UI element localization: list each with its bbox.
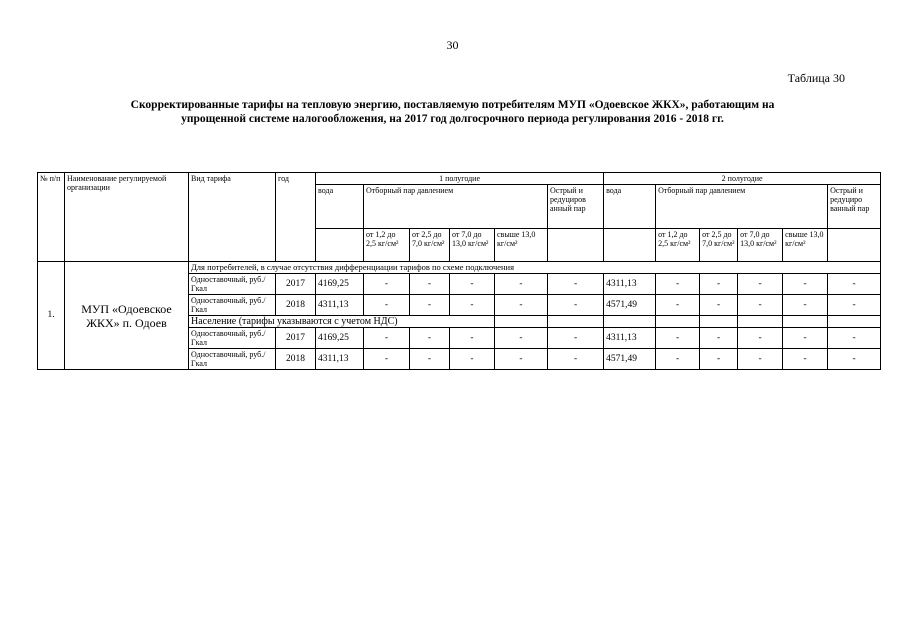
empty-cell: [495, 316, 548, 328]
water-tariff-h1: 4311,13: [316, 295, 364, 316]
dash-cell: -: [495, 295, 548, 316]
header-p4-1: свыше 13,0 кг/см²: [495, 229, 548, 262]
header-p3-2: от 7,0 до 13,0 кг/см²: [738, 229, 783, 262]
dash-cell: -: [828, 349, 881, 370]
dash-cell: -: [700, 274, 738, 295]
water-tariff-h1: 4311,13: [316, 349, 364, 370]
dash-cell: -: [656, 328, 700, 349]
tariff-type: Одноставочный, руб./Гкал: [189, 274, 276, 295]
dash-cell: -: [450, 328, 495, 349]
dash-cell: -: [548, 349, 604, 370]
header-p1-2: от 1,2 до 2,5 кг/см²: [656, 229, 700, 262]
dash-cell: -: [495, 328, 548, 349]
page-number: 30: [446, 38, 459, 52]
table-label: Таблица 30: [787, 71, 845, 85]
dash-cell: -: [828, 295, 881, 316]
dash-cell: -: [410, 328, 450, 349]
section-row-1: [38, 262, 881, 274]
document-title: [80, 98, 825, 126]
header-year: год: [276, 173, 316, 262]
dash-cell: -: [410, 295, 450, 316]
empty-cell: [738, 316, 783, 328]
dash-cell: -: [700, 349, 738, 370]
empty-cell: [656, 316, 700, 328]
water-tariff-h1: 4169,25: [316, 328, 364, 349]
tariff-type: Одноставочный, руб./Гкал: [189, 328, 276, 349]
dash-cell: -: [783, 274, 828, 295]
header-sharp-1: Острый и редуциров анный пар: [548, 185, 604, 229]
dash-cell: -: [410, 349, 450, 370]
header-water-2-blank: [604, 229, 656, 262]
header-tariff-type: Вид тарифа: [189, 173, 276, 262]
tariff-year: 2018: [276, 295, 316, 316]
org-name: МУП «Одоевское ЖКХ» п. Одоев: [65, 262, 189, 370]
header-half-2: 2 полугодие: [604, 173, 881, 185]
water-tariff-h1: 4169,25: [316, 274, 364, 295]
dash-cell: -: [495, 349, 548, 370]
tariff-year: 2017: [276, 274, 316, 295]
dash-cell: -: [700, 295, 738, 316]
water-tariff-h2: 4571,49: [604, 349, 656, 370]
header-p4-2: свыше 13,0 кг/см²: [783, 229, 828, 262]
dash-cell: -: [738, 295, 783, 316]
dash-cell: -: [783, 295, 828, 316]
dash-cell: -: [828, 328, 881, 349]
org-number: 1.: [38, 262, 65, 370]
title-line-1: Скорректированные тарифы на тепловую энергию, поставляемую потребителям МУП «Одоевское ЖКХ», работающим на: [130, 99, 775, 111]
header-half-1: 1 полугодие: [316, 173, 604, 185]
header-row-1: [38, 173, 881, 185]
dash-cell: -: [364, 295, 410, 316]
dash-cell: -: [783, 349, 828, 370]
empty-cell: [700, 316, 738, 328]
dash-cell: -: [738, 349, 783, 370]
header-steam-2: Отборный пар давлением: [656, 185, 828, 229]
tariff-year: 2018: [276, 349, 316, 370]
empty-cell: [783, 316, 828, 328]
dash-cell: -: [656, 274, 700, 295]
header-p2-1: от 2,5 до 7,0 кг/см²: [410, 229, 450, 262]
dash-cell: -: [738, 328, 783, 349]
header-p3-1: от 7,0 до 13,0 кг/см²: [450, 229, 495, 262]
dash-cell: -: [828, 274, 881, 295]
dash-cell: -: [450, 349, 495, 370]
header-sharp-2: Острый и редуциро ванный пар: [828, 185, 881, 229]
header-org: Наименование регулируемой организации: [65, 173, 189, 262]
dash-cell: -: [656, 295, 700, 316]
header-water-2: вода: [604, 185, 656, 229]
dash-cell: -: [548, 328, 604, 349]
water-tariff-h2: 4571,49: [604, 295, 656, 316]
dash-cell: -: [495, 274, 548, 295]
header-p1-1: от 1,2 до 2,5 кг/см²: [364, 229, 410, 262]
empty-cell: [548, 316, 604, 328]
dash-cell: -: [700, 328, 738, 349]
dash-cell: -: [364, 349, 410, 370]
dash-cell: -: [410, 274, 450, 295]
header-steam-1: Отборный пар давлением: [364, 185, 548, 229]
section-label-2: Население (тарифы указываются с учетом НДС): [189, 316, 495, 328]
header-sharp-2-blank: [828, 229, 881, 262]
dash-cell: -: [548, 295, 604, 316]
empty-cell: [604, 316, 656, 328]
dash-cell: -: [738, 274, 783, 295]
section-label-1: Для потребителей, в случае отсутствия дифференциации тарифов по схеме подключения: [189, 262, 881, 274]
tariffs-table: [37, 172, 881, 370]
dash-cell: -: [364, 274, 410, 295]
dash-cell: -: [783, 328, 828, 349]
header-sharp-1-blank: [548, 229, 604, 262]
tariff-type: Одноставочный, руб./Гкал: [189, 295, 276, 316]
water-tariff-h2: 4311,13: [604, 328, 656, 349]
tariff-year: 2017: [276, 328, 316, 349]
dash-cell: -: [364, 328, 410, 349]
header-p2-2: от 2,5 до 7,0 кг/см²: [700, 229, 738, 262]
tariff-type: Одноставочный, руб./Гкал: [189, 349, 276, 370]
dash-cell: -: [450, 295, 495, 316]
header-num: № п/п: [38, 173, 65, 262]
title-line-2: упрощенной системе налогообложения, на 2017 год долгосрочного периода регулирования 2016 - 2018 гг.: [181, 113, 724, 125]
dash-cell: -: [450, 274, 495, 295]
empty-cell: [828, 316, 881, 328]
header-water-1-blank: [316, 229, 364, 262]
header-water-1: вода: [316, 185, 364, 229]
water-tariff-h2: 4311,13: [604, 274, 656, 295]
dash-cell: -: [548, 274, 604, 295]
dash-cell: -: [656, 349, 700, 370]
